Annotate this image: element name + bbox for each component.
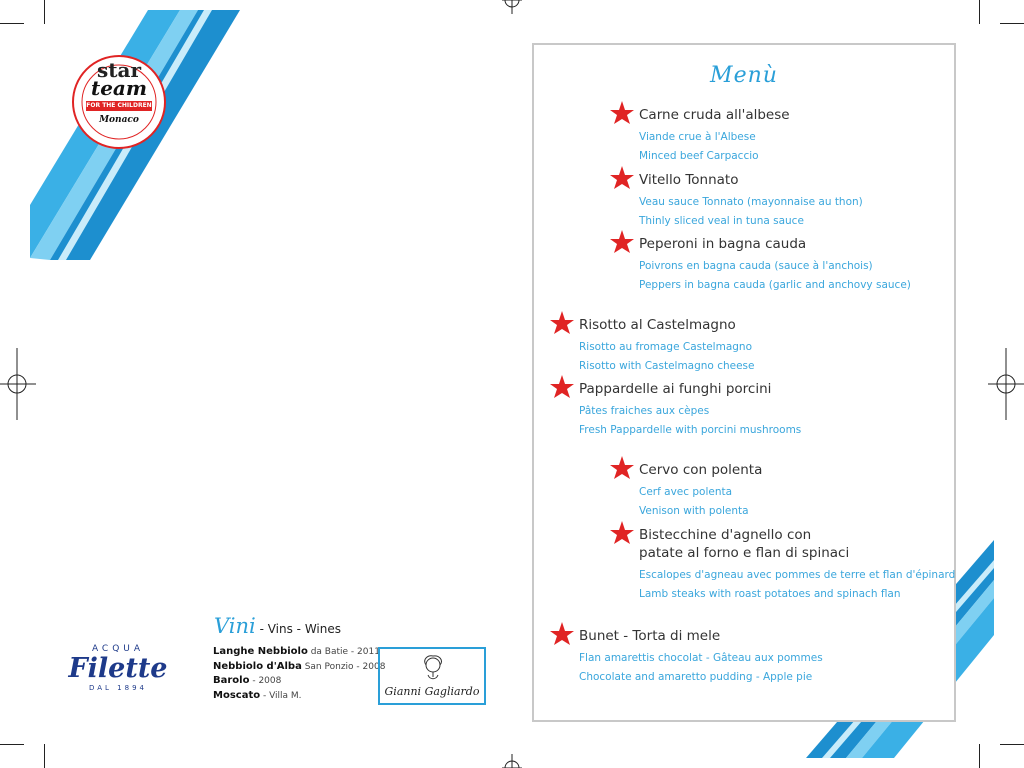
acqua-filette-logo (66, 644, 170, 706)
dish-french: Poivrons en bagna cauda (sauce à l'anchois) (639, 260, 873, 272)
gagliardo-signature: Gianni Gagliardo (384, 685, 480, 698)
dish-item (639, 235, 911, 295)
dish-item (579, 380, 801, 440)
logo-tagline: FOR THE CHILDREN (86, 102, 152, 109)
logo-star-text: star (97, 58, 141, 82)
acqua-brand-text: Filette (68, 653, 168, 684)
acqua-top-text: ACQUA (91, 644, 145, 654)
dish-french: Escalopes d'agneau avec pommes de terre et flan d'épinard (639, 569, 956, 581)
dish-item (579, 316, 754, 376)
wine-name: Barolo (213, 675, 250, 686)
dish-name: Peperoni in bagna cauda (639, 236, 807, 252)
acqua-bottom-text: DAL 1894 (89, 684, 147, 692)
dish-french: Veau sauce Tonnato (mayonnaise au thon) (639, 196, 863, 208)
logo-place: Monaco (99, 115, 139, 125)
portrait-sketch-icon (418, 653, 448, 683)
dish-item (639, 526, 955, 604)
dish-english: Venison with polenta (639, 505, 749, 517)
dish-item (639, 461, 762, 521)
star-icon (609, 165, 635, 191)
wine-detail: - Villa M. (260, 690, 302, 701)
star-icon (609, 100, 635, 126)
dish-name: Pappardelle ai funghi porcini (579, 381, 772, 397)
dish-english: Lamb steaks with roast potatoes and spinach flan (639, 588, 901, 600)
wine-name: Moscato (213, 689, 261, 701)
dish-english: Chocolate and amaretto pudding - Apple pie (579, 671, 813, 683)
wines-heading (214, 614, 341, 638)
dish-french: Pâtes fraiches aux cèpes (579, 405, 710, 417)
dish-french: Risotto au fromage Castelmagno (579, 341, 752, 353)
dish-name: Vitello Tonnato (639, 172, 739, 188)
wine-item (213, 645, 385, 660)
star-icon (609, 229, 635, 255)
star-icon (549, 621, 575, 647)
dish-english: Fresh Pappardelle with porcini mushrooms (579, 424, 802, 436)
dish-item (579, 627, 823, 687)
wine-list (213, 645, 385, 703)
dish-name: Carne cruda all'albese (639, 107, 790, 123)
dish-item (639, 171, 863, 231)
logo-team-text: team (90, 76, 148, 100)
dish-item (639, 106, 790, 166)
dish-english: Minced beef Carpaccio (639, 150, 759, 162)
dish-english: Peppers in bagna cauda (garlic and anchovy sauce) (639, 279, 911, 291)
dish-name-line1: Bistecchine d'agnello con (639, 527, 812, 543)
wines-title-rest: - Vins - Wines (255, 622, 341, 636)
dish-name-line2: patate al forno e flan di spinaci (639, 545, 850, 561)
dish-french: Cerf avec polenta (639, 486, 733, 498)
wine-detail: da Batie - 2011 (307, 647, 380, 657)
star-icon (549, 374, 575, 400)
wine-item (213, 660, 385, 675)
dish-name: Bunet - Torta di mele (579, 628, 721, 644)
dish-name: Cervo con polenta (639, 462, 763, 478)
dish-name: Risotto al Castelmagno (579, 317, 736, 333)
dish-english: Risotto with Castelmagno cheese (579, 360, 755, 372)
wine-detail: - 2008 (249, 676, 282, 686)
dish-french: Flan amarettis chocolat - Gâteau aux pommes (579, 652, 823, 664)
star-icon (609, 520, 635, 546)
star-team-logo (72, 55, 166, 149)
dish-english: Thinly sliced veal in tuna sauce (639, 215, 804, 227)
dish-french: Viande crue à l'Albese (639, 131, 756, 143)
wine-name: Nebbiolo d'Alba (213, 660, 302, 672)
gianni-gagliardo-logo (378, 647, 486, 705)
wine-detail: San Ponzio - 2008 (301, 661, 386, 672)
wines-title-italian: Vini (214, 614, 256, 638)
star-icon (549, 310, 575, 336)
wine-name: Langhe Nebbiolo (213, 646, 308, 657)
wine-item (213, 674, 385, 689)
star-icon (609, 455, 635, 481)
menu-title: Menù (710, 63, 778, 88)
wine-item (213, 689, 385, 704)
